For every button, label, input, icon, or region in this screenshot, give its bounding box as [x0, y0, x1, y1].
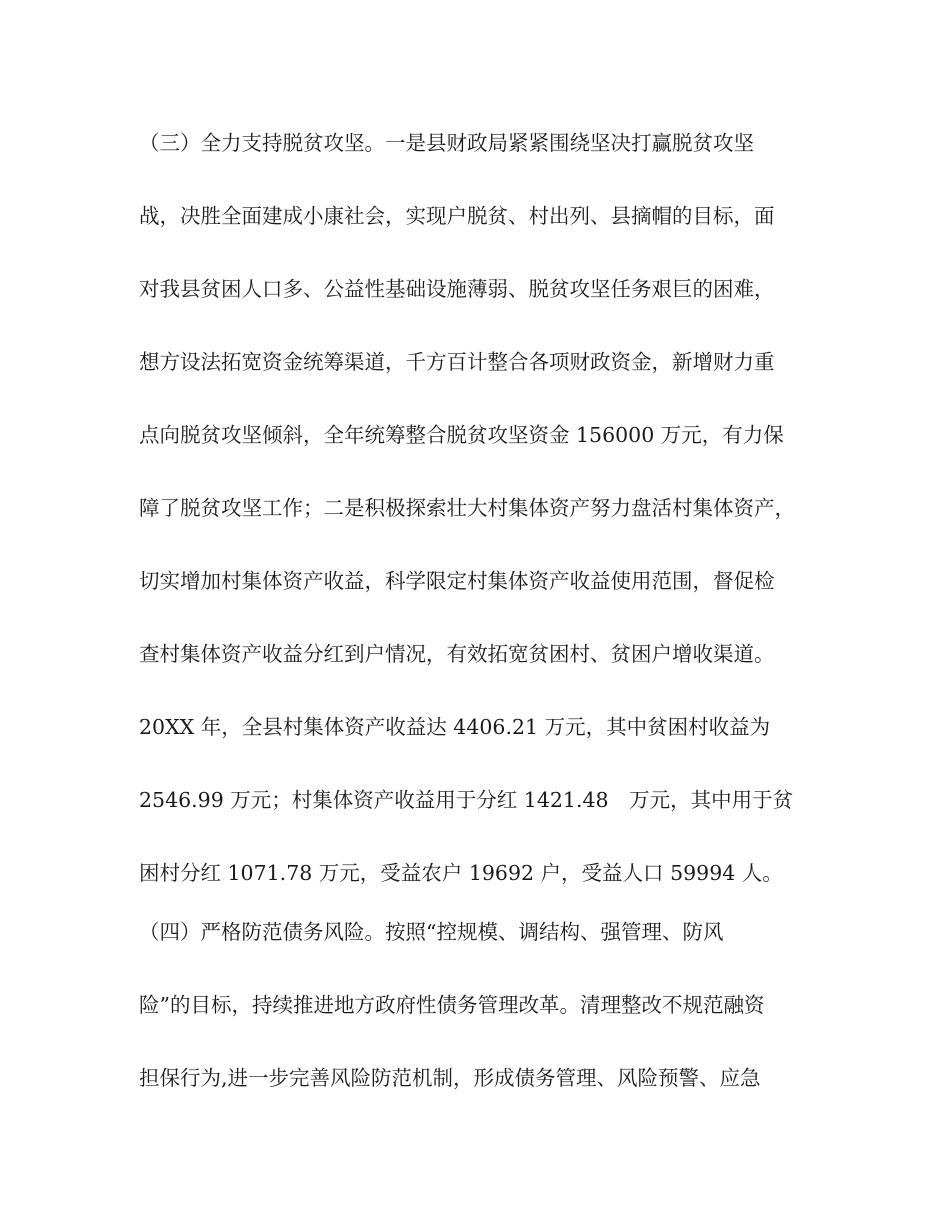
text-line: 20XX 年，全县村集体资产收益达 4406.21 万元，其中贫困村收益为 [139, 715, 771, 739]
text-line: 障了脱贫攻坚工作；二是积极探索壮大村集体资产努力盘活村集体资产， [139, 496, 795, 520]
text-line: 对我县贫困人口多、公益性基础设施薄弱、脱贫攻坚任务艰巨的困难， [139, 277, 775, 301]
text-line: （三）全力支持脱贫攻坚。一是县财政局紧紧围绕坚决打赢脱贫攻坚 [139, 131, 754, 155]
text-line: 想方设法拓宽资金统筹渠道，千方百计整合各项财政资金，新增财力重 [139, 350, 775, 374]
text-line: 2546.99 万元；村集体资产收益用于分红 1421.48 万元，其中用于贫 [139, 788, 794, 812]
text-line: （四）严格防范债务风险。按照“控规模、调结构、强管理、防风 [139, 920, 724, 944]
text-line: 切实增加村集体资产收益，科学限定村集体资产收益使用范围，督促检 [139, 569, 775, 593]
text-line: 点向脱贫攻坚倾斜，全年统筹整合脱贫攻坚资金 156000 万元，有力保 [139, 423, 784, 447]
text-line: 担保行为,进一步完善风险防范机制，形成债务管理、风险预警、应急 [139, 1066, 761, 1090]
text-line: 战，决胜全面建成小康社会，实现户脱贫、村出列、县摘帽的目标，面 [139, 204, 775, 228]
text-line: 险”的目标，持续推进地方政府性债务管理改革。清理整改不规范融资 [139, 993, 765, 1017]
text-line: 查村集体资产收益分红到户情况，有效拓宽贫困村、贫困户增收渠道。 [139, 642, 775, 666]
text-line: 困村分红 1071.78 万元，受益农户 19692 户，受益人口 59994 人。 [139, 861, 783, 885]
